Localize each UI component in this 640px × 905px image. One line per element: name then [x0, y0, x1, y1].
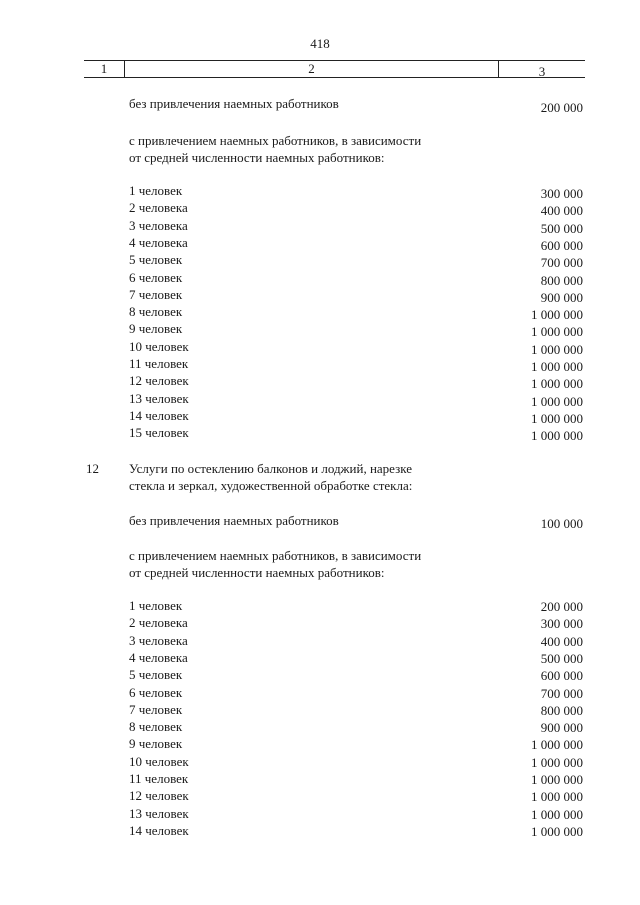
tax-value: 1 000 000: [531, 376, 583, 392]
tax-value: 900 000: [540, 720, 583, 736]
employee-count-label: 12 человек: [129, 373, 189, 389]
tax-value: 400 000: [540, 203, 583, 219]
section-title: стекла и зеркал, художественной обработке стекла:: [129, 478, 413, 493]
header-col-3: 3: [538, 64, 546, 79]
tax-value: 1 000 000: [531, 772, 583, 787]
no-employees-label: без привлечения наемных работников: [129, 96, 339, 111]
tax-value: 1 000 000: [531, 806, 583, 822]
tax-value: 1 000 000: [531, 428, 583, 444]
employee-count-label: 3 человека: [129, 217, 188, 233]
employee-count-label: 9 человек: [129, 736, 183, 752]
employee-count-label: 11 человек: [129, 771, 189, 786]
employee-count-label: 7 человек: [129, 286, 183, 302]
employee-count-label: 13 человек: [129, 390, 189, 406]
tax-value: 1 000 000: [531, 359, 583, 374]
no-employees-value: 200 000: [540, 100, 583, 115]
tax-value: 800 000: [540, 272, 583, 288]
tax-value: 400 000: [540, 633, 583, 649]
employee-count-label: 5 человек: [129, 252, 183, 268]
employee-count-label: 8 человек: [129, 719, 183, 735]
tax-value: 1 000 000: [531, 789, 583, 805]
tax-value: 700 000: [540, 255, 583, 271]
with-employees-text: с привлечением наемных работников, в зависимости: [129, 133, 422, 148]
tax-value: 1 000 000: [531, 823, 583, 839]
employee-count-label: 4 человека: [129, 649, 188, 665]
tax-value: 1 000 000: [531, 324, 583, 340]
employee-count-label: 1 человек: [129, 598, 183, 613]
section-title: Услуги по остеклению балконов и лоджий, нарезке: [129, 461, 413, 476]
tax-value: 300 000: [540, 616, 583, 632]
with-employees-text: с привлечением наемных работников, в зависимости: [129, 548, 422, 563]
tax-value: 1 000 000: [531, 737, 583, 753]
employee-count-label: 1 человек: [129, 183, 183, 198]
tax-value: 800 000: [540, 702, 583, 718]
employee-count-label: 14 человек: [129, 822, 189, 838]
employee-count-label: 5 человек: [129, 667, 183, 683]
employee-count-label: 7 человек: [129, 701, 183, 717]
employee-count-label: 9 человек: [129, 321, 183, 337]
tax-value: 1 000 000: [531, 393, 583, 409]
tax-value: 900 000: [540, 289, 583, 305]
employee-count-label: 11 человек: [129, 356, 189, 371]
tax-value: 500 000: [540, 650, 583, 666]
header-col-2: 2: [308, 61, 315, 76]
employee-count-label: 8 человек: [129, 304, 183, 320]
employee-count-label: 10 человек: [129, 338, 189, 354]
employee-count-label: 10 человек: [129, 753, 189, 769]
employee-count-label: 2 человека: [129, 615, 188, 631]
employee-count-label: 14 человек: [129, 407, 189, 423]
employee-count-label: 4 человека: [129, 234, 188, 250]
employee-count-label: 12 человек: [129, 788, 189, 804]
tax-value: 200 000: [540, 599, 583, 614]
employee-count-label: 6 человек: [129, 684, 183, 700]
employee-count-label: 3 человека: [129, 632, 188, 648]
tax-value: 1 000 000: [531, 754, 583, 770]
employee-count-label: 15 человек: [129, 425, 189, 441]
employee-count-label: 6 человек: [129, 269, 183, 285]
page-number: 418: [310, 36, 330, 51]
tax-value: 1 000 000: [531, 410, 583, 426]
section-number: 12: [86, 461, 99, 476]
with-employees-text: от средней численности наемных работников:: [129, 565, 385, 580]
with-employees-text: от средней численности наемных работников:: [129, 150, 385, 165]
no-employees-value: 100 000: [540, 516, 583, 531]
tax-value: 1 000 000: [531, 307, 583, 323]
header-col-1: 1: [100, 61, 108, 76]
tax-value: 700 000: [540, 685, 583, 701]
no-employees-label: без привлечения наемных работников: [129, 513, 339, 528]
employee-count-label: 13 человек: [129, 805, 189, 821]
tax-value: 1 000 000: [531, 341, 583, 357]
employee-count-label: 2 человека: [129, 200, 188, 216]
table-header: [84, 60, 585, 78]
tax-value: 500 000: [540, 220, 583, 236]
tax-value: 600 000: [540, 668, 583, 684]
tax-value: 600 000: [540, 237, 583, 253]
tax-value: 300 000: [540, 186, 583, 201]
